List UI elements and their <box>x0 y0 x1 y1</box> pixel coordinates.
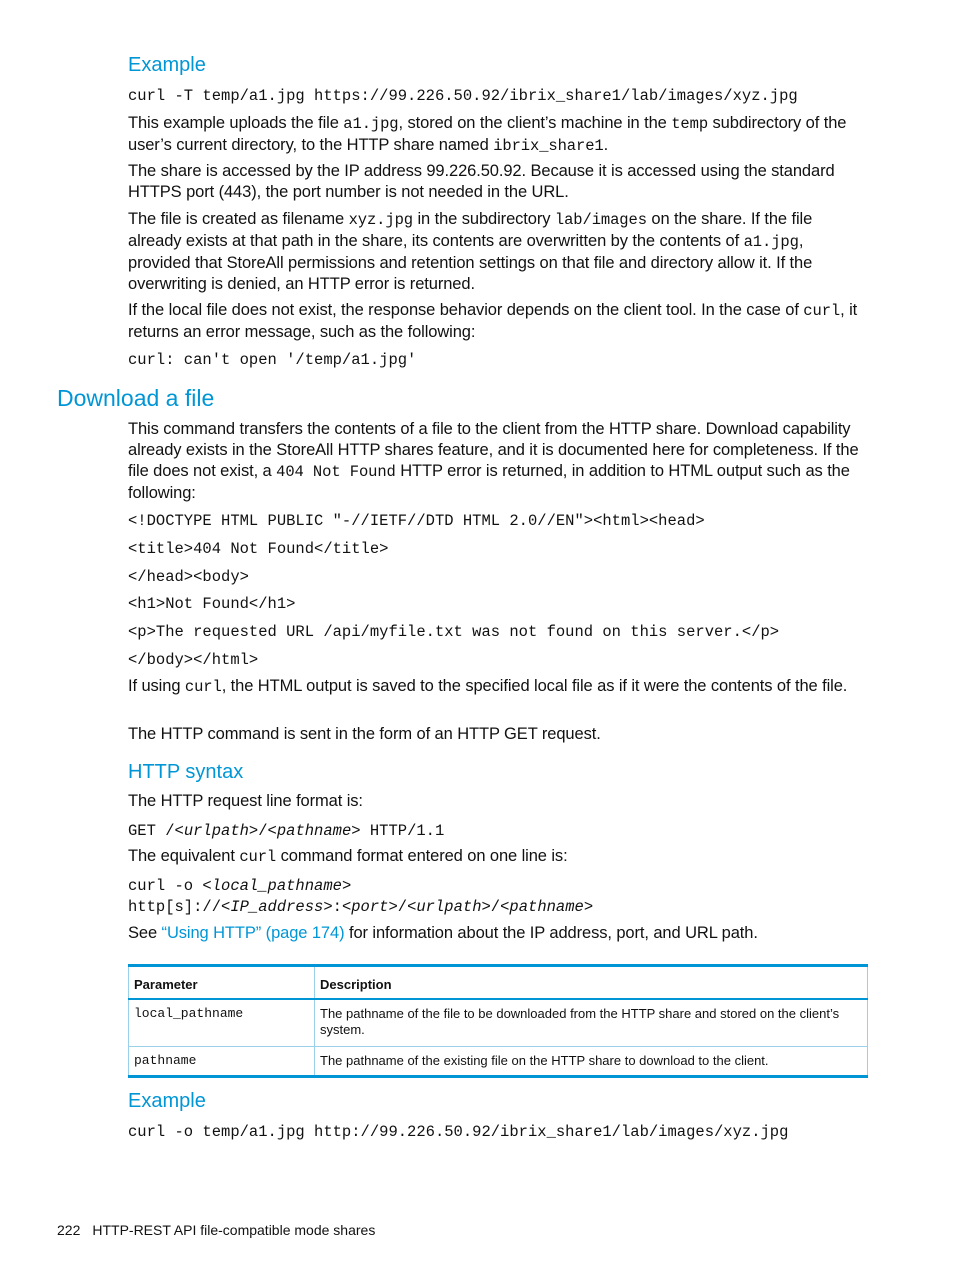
file-created-paragraph: The file is created as filename xyz.jpg in the subdirectory lab/images on the share. If the file already exists at that path in the share, its contents are overwritten by the contents of a1.jpg, provided that StoreAll permissions and retention settings on that file and directory allow it. If the overwriting is denied, an HTTP error is returned. <box>128 210 813 293</box>
description-cell: The pathname of the file to be downloaded from the HTTP share and stored on the client’s system. <box>315 999 868 1046</box>
download-command: curl -o temp/a1.jpg http://99.226.50.92/ibrix_share1/lab/images/xyz.jpg <box>128 1123 789 1141</box>
example-heading-2: Example <box>128 1090 206 1112</box>
curl-output-paragraph: If using curl, the HTML output is saved to the specified local file as if it were the contents of the file. <box>128 677 848 696</box>
download-heading: Download a file <box>57 385 215 411</box>
local-file-paragraph: If the local file does not exist, the response behavior depends on the client tool. In the case of curl, it returns an error message, such as the following: <box>128 301 858 341</box>
html-output-line-2: <title>404 Not Found</title> <box>128 540 389 558</box>
get-request-paragraph: The HTTP command is sent in the form of an HTTP GET request. <box>128 725 601 743</box>
get-request-line: GET /<urlpath>/<pathname> HTTP/1.1 <box>128 822 445 840</box>
upload-paragraph: This example uploads the file a1.jpg, stored on the client’s machine in the temp subdirectory of the user’s current directory, to the HTTP share named ibrix_share1. <box>128 114 847 155</box>
html-output-line-3: </head><body> <box>128 568 249 586</box>
curl-syntax-line-2: http[s]://<IP_address>:<port>/<urlpath>/<pathname> <box>128 898 594 916</box>
parameters-table <box>128 964 868 1078</box>
column-header-parameter: Parameter <box>129 966 315 1000</box>
html-output-line-6: </body></html> <box>128 651 259 669</box>
http-syntax-heading: HTTP syntax <box>128 761 244 783</box>
html-output-line-1: <!DOCTYPE HTML PUBLIC "-//IETF//DTD HTML 2.0//EN"><html><head> <box>128 512 705 530</box>
equivalent-curl-paragraph: The equivalent curl command format entered on one line is: <box>128 847 568 866</box>
share-access-paragraph: The share is accessed by the IP address 99.226.50.92. Because it is accessed using the standard HTTPS port (443), the port number is not needed in the URL. <box>128 162 835 201</box>
html-output-line-4: <h1>Not Found</h1> <box>128 595 296 613</box>
table-header-row <box>129 966 868 1000</box>
curl-syntax-line-1: curl -o <local_pathname> <box>128 877 352 895</box>
column-header-description: Description <box>315 966 868 1000</box>
table-row <box>129 1046 868 1076</box>
footer-title: HTTP-REST API file-compatible mode shares <box>92 1222 376 1238</box>
page-number: 222 <box>57 1222 81 1238</box>
error-output: curl: can't open '/temp/a1.jpg' <box>128 351 417 369</box>
using-http-link[interactable]: “Using HTTP” (page 174) <box>161 924 345 942</box>
table-row <box>129 999 868 1046</box>
request-line-intro: The HTTP request line format is: <box>128 792 363 810</box>
download-paragraph: This command transfers the contents of a file to the client from the HTTP share. Download capability already exists in the StoreAll HTTP shares feature, and it is documented here for completeness. If the file does not exist, a 404 Not Found HTTP error is returned, in addition to HTML output such as the following: <box>128 420 859 502</box>
see-reference-paragraph: See “Using HTTP” (page 174) for information about the IP address, port, and URL path. <box>128 924 758 942</box>
description-cell: The pathname of the existing file on the HTTP share to download to the client. <box>315 1046 868 1076</box>
upload-command: curl -T temp/a1.jpg https://99.226.50.92/ibrix_share1/lab/images/xyz.jpg <box>128 87 798 105</box>
page-footer <box>57 1222 375 1238</box>
html-output-line-5: <p>The requested URL /api/myfile.txt was not found on this server.</p> <box>128 623 780 641</box>
parameter-cell: local_pathname <box>129 999 315 1046</box>
example-heading: Example <box>128 54 206 76</box>
parameter-cell: pathname <box>129 1046 315 1076</box>
